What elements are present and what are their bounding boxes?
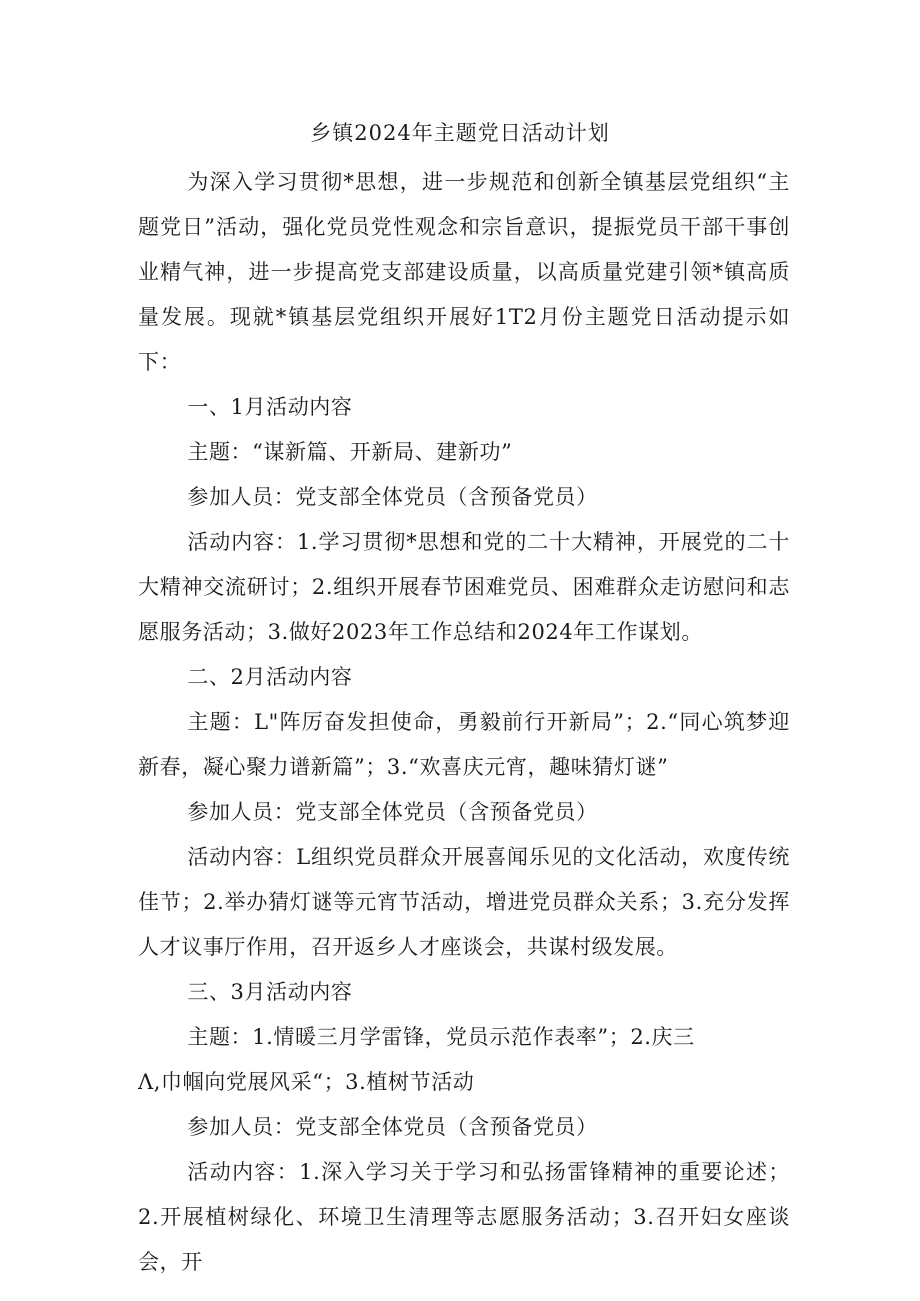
january-theme: 主题：“谋新篇、开新局、建新功” — [187, 440, 513, 464]
section-heading-january: 一、1月活动内容 — [187, 395, 353, 419]
march-participants: 参加人员：党支部全体党员（含预备党员） — [187, 1115, 598, 1139]
intro-paragraph: 为深入学习贯彻*思想，进一步规范和创新全镇基层党组织“主题党日”活动，强化党员党性观念和宗旨意识，提振党员干部干事创业精气神，进一步提高党支部建设质量，以高质量党建引领*镇高质量发展。现就*镇基层党组织开展好1T2月份主题党日活动提示如下： — [138, 170, 790, 374]
january-participants: 参加人员：党支部全体党员（含预备党员） — [187, 485, 598, 509]
march-theme-line-1: 主题：1.情暖三月学雷锋，党员示范作表率”；2.庆三 — [187, 1025, 695, 1049]
march-theme-line-2: Λ,巾帼向党展风采“；3.植树节活动 — [138, 1070, 475, 1094]
section-heading-february: 二、2月活动内容 — [187, 665, 353, 689]
document-body — [138, 160, 790, 1285]
february-participants: 参加人员：党支部全体党员（含预备党员） — [187, 800, 598, 824]
section-heading-march: 三、3月活动内容 — [187, 980, 353, 1004]
document-title: 乡镇2024年主题党日活动计划 — [310, 121, 610, 145]
march-activities: 活动内容：1.深入学习关于学习和弘扬雷锋精神的重要论述；2.开展植树绿化、环境卫生清理等志愿服务活动；3.召开妇女座谈会，开 — [138, 1160, 790, 1274]
february-activities: 活动内容：L组织党员群众开展喜闻乐见的文化活动，欢度传统佳节；2.举办猜灯谜等元宵节活动，增进党员群众关系；3.充分发挥人才议事厅作用，召开返乡人才座谈会，共谋村级发展。 — [138, 845, 790, 959]
february-theme: 主题：L"阵厉奋发担使命，勇毅前行开新局”；2.“同心筑梦迎新春，凝心聚力谱新篇”；3.“欢喜庆元宵，趣味猜灯谜” — [138, 710, 790, 779]
january-activities: 活动内容：1.学习贯彻*思想和党的二十大精神，开展党的二十大精神交流研讨；2.组织开展春节困难党员、困难群众走访慰问和志愿服务活动；3.做好2023年工作总结和2024年工作谋划。 — [138, 530, 790, 644]
